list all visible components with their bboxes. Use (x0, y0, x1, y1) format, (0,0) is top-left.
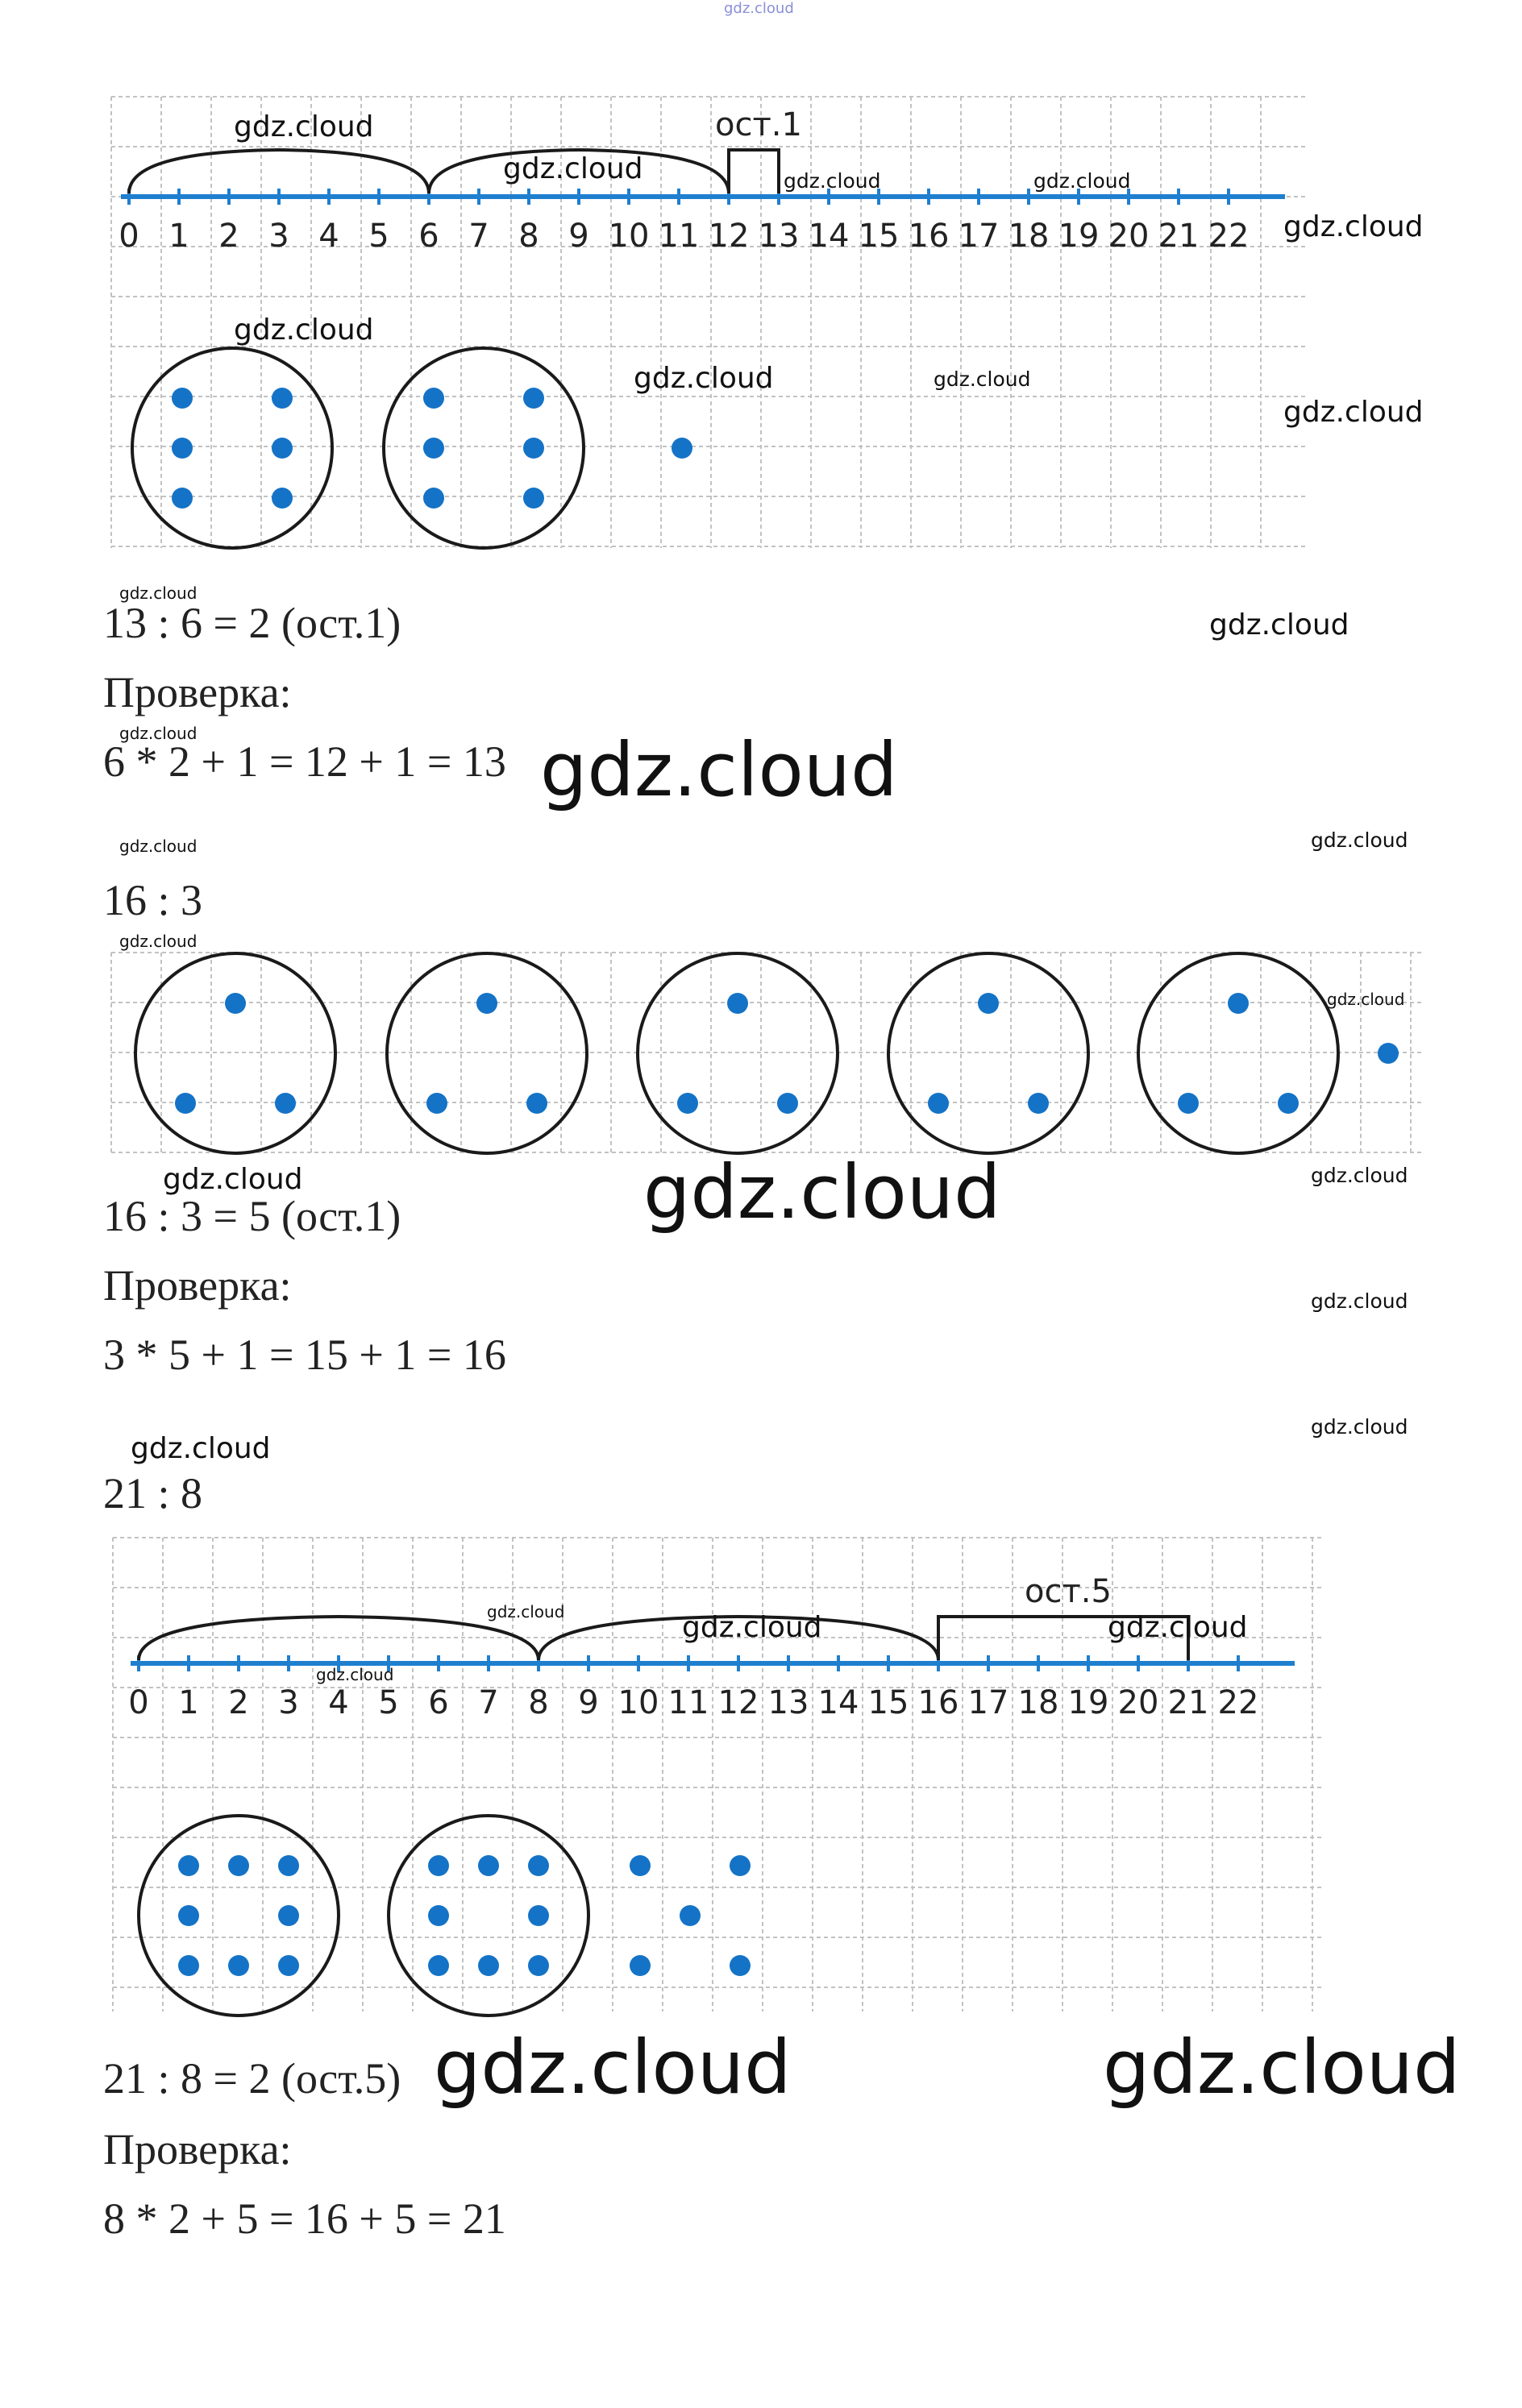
watermark: gdz.cloud (119, 932, 198, 951)
tick-label: 12 (717, 1684, 759, 1721)
tick-label: 18 (1017, 1684, 1059, 1721)
tick-label: 1 (168, 218, 189, 255)
watermark: gdz.cloud (119, 724, 198, 743)
problem-21-div-8: 21 : 8 (103, 1469, 203, 1517)
watermark: gdz.cloud (434, 2024, 792, 2111)
watermark: gdz.cloud (503, 152, 643, 185)
result-13-div-6: 13 : 6 = 2 (ост.1) (103, 599, 401, 647)
tick-label: 18 (1008, 218, 1050, 255)
problem-16-div-3: 16 : 3 (103, 876, 203, 924)
dot (478, 1955, 499, 1976)
tick-label: 0 (119, 218, 139, 255)
watermark: gdz.cloud (119, 837, 198, 856)
watermark: gdz.cloud (1033, 169, 1131, 193)
grid (113, 1538, 1322, 2012)
watermark: gdz.cloud (540, 727, 898, 813)
tick-label: 6 (418, 218, 439, 255)
tick-label: 11 (667, 1684, 709, 1721)
tick-label: 22 (1208, 218, 1250, 255)
tick-label: 9 (568, 218, 589, 255)
watermark: gdz.cloud (234, 110, 374, 143)
tick-label: 2 (218, 218, 239, 255)
watermark: gdz.cloud (131, 1432, 271, 1465)
dot (278, 1955, 299, 1976)
tick-label: 19 (1067, 1684, 1109, 1721)
remainder-label: ост.5 (1025, 1573, 1112, 1610)
tick-label: 0 (128, 1684, 149, 1721)
tick-label: 7 (478, 1684, 499, 1721)
tick-label: 16 (917, 1684, 959, 1721)
tick-label: 6 (428, 1684, 449, 1721)
tick-label: 21 (1158, 218, 1200, 255)
result-21-div-8: 21 : 8 = 2 (ост.5) (103, 2054, 401, 2103)
watermark: gdz.cloud (1327, 990, 1405, 1009)
dot (528, 1905, 549, 1926)
dot (428, 1955, 449, 1976)
dot (528, 1855, 549, 1876)
dot (178, 1955, 199, 1976)
watermark: gdz.cloud (784, 169, 881, 193)
dot (730, 1955, 751, 1976)
watermark: gdz.cloud (634, 362, 774, 395)
tick-label: 20 (1117, 1684, 1159, 1721)
tick-label: 8 (528, 1684, 549, 1721)
tick-label: 16 (908, 218, 950, 255)
tick-label: 5 (368, 218, 389, 255)
dot (730, 1855, 751, 1876)
watermark: gdz.cloud (1103, 2024, 1461, 2111)
group-circle (139, 1816, 339, 2016)
watermark: gdz.cloud (163, 1163, 303, 1196)
tick-label: 3 (268, 218, 289, 255)
remainder-label: ост.1 (715, 106, 802, 143)
dot (278, 1855, 299, 1876)
tick-label: 13 (758, 218, 800, 255)
tick-label: 10 (618, 1684, 659, 1721)
tick-label: 13 (767, 1684, 809, 1721)
tick-label: 9 (578, 1684, 599, 1721)
dot (680, 1905, 701, 1926)
tick-label: 10 (608, 218, 650, 255)
watermark: gdz.cloud (934, 367, 1031, 391)
dot (278, 1905, 299, 1926)
watermark: gdz.cloud (1209, 608, 1349, 641)
result-16-div-3: 16 : 3 = 5 (ост.1) (103, 1192, 401, 1240)
tick-label: 21 (1167, 1684, 1209, 1721)
dot (630, 1955, 651, 1976)
check-label-3: Проверка: (103, 2125, 292, 2173)
watermark: gdz.cloud (1311, 1164, 1408, 1187)
tick-label: 17 (967, 1684, 1009, 1721)
tick-label: 2 (228, 1684, 249, 1721)
watermark: gdz.cloud (487, 1602, 565, 1621)
watermark: gdz.cloud (234, 313, 374, 347)
watermark: gdz.cloud (724, 0, 794, 17)
check-16-div-3: 3 * 5 + 1 = 15 + 1 = 16 (103, 1331, 506, 1379)
dot (478, 1855, 499, 1876)
dot (178, 1905, 199, 1926)
watermark: gdz.cloud (1311, 1415, 1408, 1439)
tick-label: 3 (278, 1684, 299, 1721)
watermark: gdz.cloud (1311, 1289, 1408, 1313)
tick-label: 19 (1058, 218, 1100, 255)
tick-label: 1 (178, 1684, 199, 1721)
check-label-1: Проверка: (103, 668, 292, 716)
tick-label: 4 (318, 218, 339, 255)
dot (178, 1855, 199, 1876)
dot (528, 1955, 549, 1976)
tick-label: 14 (808, 218, 850, 255)
tick-label: 8 (518, 218, 539, 255)
dot (228, 1955, 249, 1976)
tick-label: 15 (867, 1684, 909, 1721)
watermark: gdz.cloud (316, 1665, 394, 1684)
watermark: gdz.cloud (119, 583, 198, 603)
tick-label: 14 (817, 1684, 859, 1721)
tick-label: 17 (958, 218, 1000, 255)
tick-label: 7 (468, 218, 489, 255)
tick-label: 15 (858, 218, 900, 255)
tick-label: 11 (658, 218, 700, 255)
tick-label: 22 (1217, 1684, 1259, 1721)
dot (428, 1855, 449, 1876)
watermark: gdz.cloud (1108, 1611, 1248, 1644)
dot (428, 1905, 449, 1926)
watermark: gdz.cloud (682, 1611, 822, 1644)
check-label-2: Проверка: (103, 1261, 292, 1310)
tick-label: 4 (328, 1684, 349, 1721)
check-13-div-6: 6 * 2 + 1 = 12 + 1 = 13 (103, 737, 506, 786)
watermark: gdz.cloud (643, 1149, 1001, 1235)
tick-label: 12 (708, 218, 750, 255)
watermark: gdz.cloud (1283, 210, 1424, 243)
tick-label: 5 (378, 1684, 399, 1721)
check-21-div-8: 8 * 2 + 5 = 16 + 5 = 21 (103, 2194, 506, 2243)
dot (630, 1855, 651, 1876)
group-circle (389, 1816, 588, 2016)
watermark: gdz.cloud (1283, 396, 1424, 429)
dot (228, 1855, 249, 1876)
watermark: gdz.cloud (1311, 828, 1408, 852)
tick-label: 20 (1108, 218, 1150, 255)
